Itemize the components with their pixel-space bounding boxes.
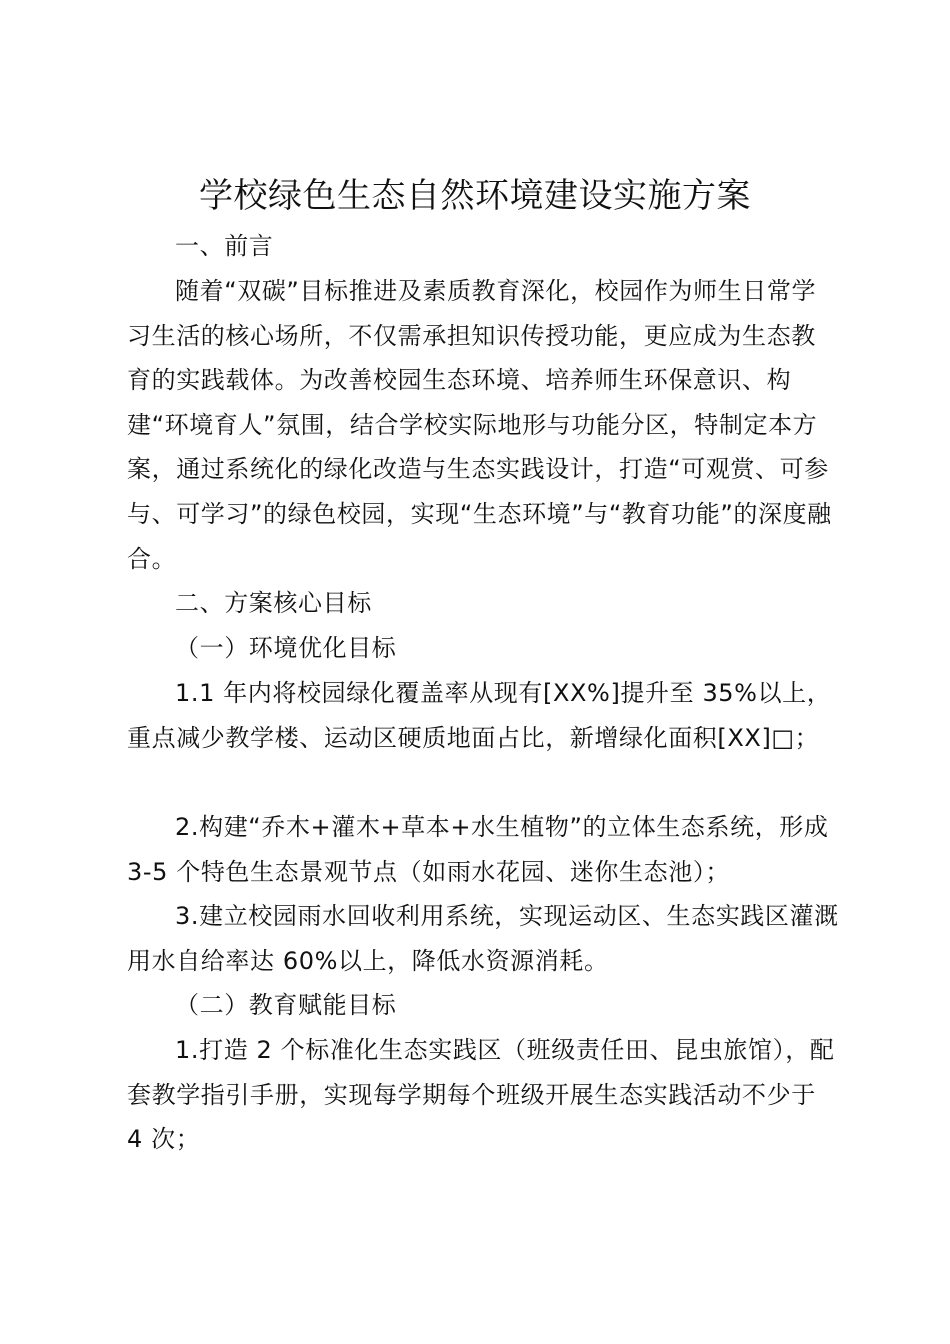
environment-goal-2: 2.构建“乔木+灌木+草本+水生植物”的立体生态系统，形成 3-5 个特色生态景观节点（如雨水花园、迷你生态池）； (127, 813, 829, 886)
preface-paragraph: 随着“双碳”目标推进及素质教育深化，校园作为师生日常学习生活的核心场所，不仅需承担知识传授功能，更应成为生态教育的实践载体。为改善校园生态环境、培养师生环保意识、构建“环境育人”氛围，结合学校实际地形与功能分区，特制定本方案，通过系统化的绿化改造与生态实践设计，打造“可观赏、可参与、可学习”的绿色校园，实现“生态环境”与“教育功能”的深度融合。 (127, 277, 832, 573)
document-title: 学校绿色生态自然环境建设实施方案 (199, 176, 751, 216)
subsection-heading-environment: （一）环境优化目标 (175, 634, 397, 662)
environment-goal-3: 3.建立校园雨水回收利用系统，实现运动区、生态实践区灌溉用水自给率达 60%以上，降低水资源消耗。 (127, 902, 839, 975)
education-goal-1: 1.打造 2 个标准化生态实践区（班级责任田、昆虫旅馆），配套教学指引手册，实现每学期每个班级开展生态实践活动不少于 4 次； (127, 1036, 835, 1154)
subsection-heading-education: （二）教育赋能目标 (175, 991, 397, 1019)
section-heading-core-goals: 二、方案核心目标 (175, 589, 372, 617)
environment-goal-1: 1.1 年内将校园绿化覆盖率从现有[XX%]提升至 35%以上，重点减少教学楼、运动区硬质地面占比，新增绿化面积[XX]□； (127, 679, 832, 752)
section-heading-preface: 一、前言 (175, 232, 274, 260)
